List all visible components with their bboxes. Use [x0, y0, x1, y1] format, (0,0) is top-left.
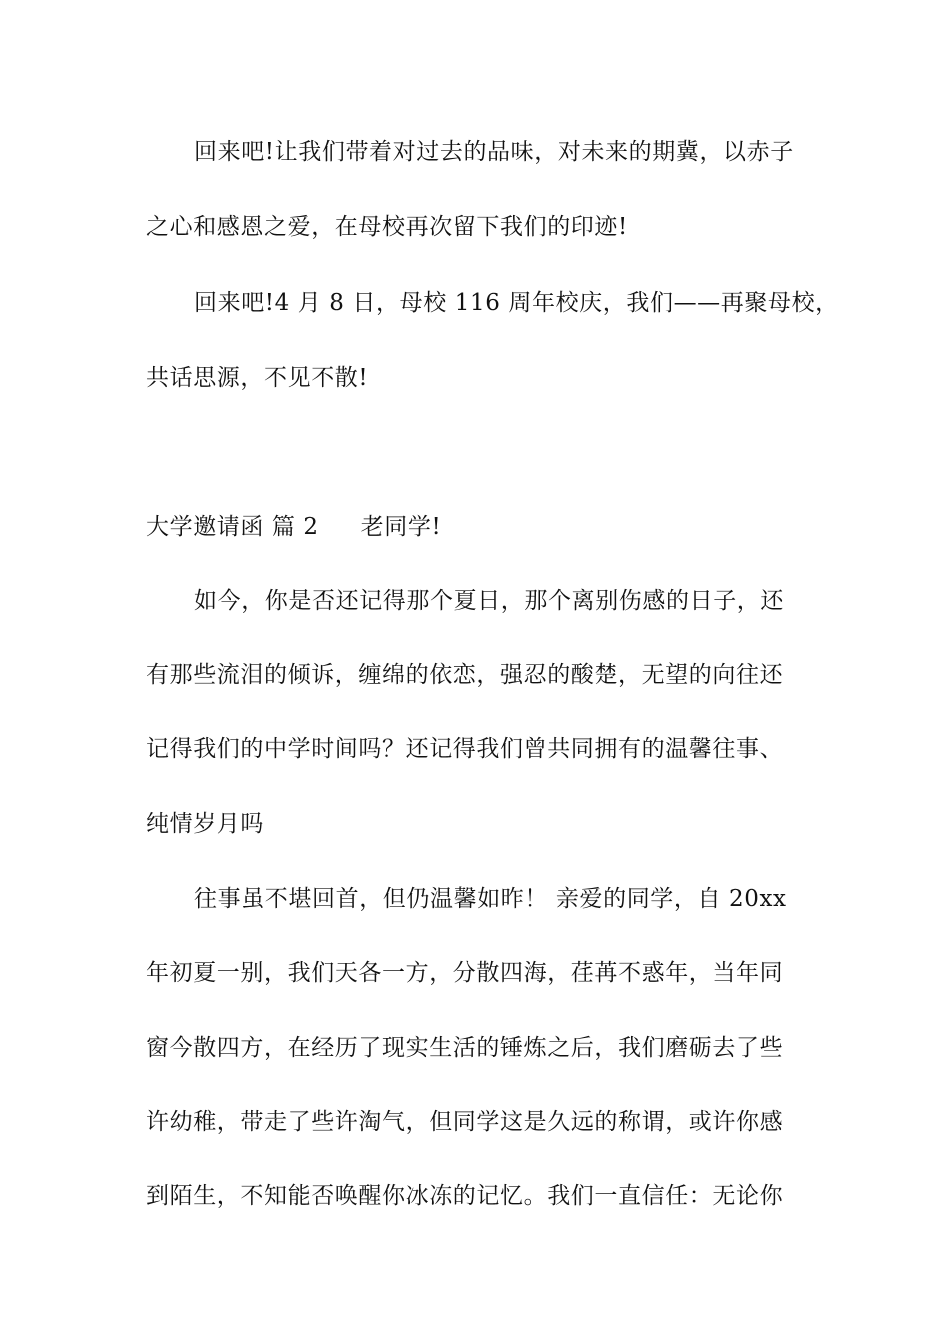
paragraph-3-line-3: 记得我们的中学时间吗？还记得我们曾共同拥有的温馨往事、	[146, 736, 784, 762]
paragraph-4-line-2: 年初夏一别，我们天各一方，分散四海，荏苒不惑年，当年同	[146, 960, 784, 986]
paragraph-1-line-1: 回来吧!让我们带着对过去的品味，对未来的期冀，以赤子	[194, 139, 794, 165]
paragraph-3-line-4: 纯情岁月吗	[146, 811, 264, 837]
paragraph-2-line-1: 回来吧!4 月 8 日，母校 116 周年校庆，我们——再聚母校，	[194, 290, 839, 316]
paragraph-4-line-1: 往事虽不堪回首，但仍温馨如昨！ 亲爱的同学，自 20xx	[194, 886, 787, 912]
paragraph-1-line-2: 之心和感恩之爱，在母校再次留下我们的印迹!	[146, 214, 628, 240]
paragraph-4-line-3: 窗今散四方，在经历了现实生活的锤炼之后，我们磨砺去了些	[146, 1035, 784, 1061]
paragraph-2-line-2: 共话思源，不见不散!	[146, 365, 369, 391]
paragraph-3-line-1: 如今，你是否还记得那个夏日，那个离别伤感的日子，还	[194, 588, 784, 614]
paragraph-3-line-2: 有那些流泪的倾诉，缠绵的依恋，强忍的酸楚，无望的向往还	[146, 662, 784, 688]
paragraph-4-line-4: 许幼稚，带走了些许淘气，但同学这是久远的称谓，或许你感	[146, 1109, 784, 1135]
section-heading	[146, 512, 441, 542]
greeting: 老同学!	[360, 514, 442, 540]
paragraph-4-line-5: 到陌生，不知能否唤醒你冰冻的记忆。我们一直信任：无论你	[146, 1183, 784, 1209]
section-title: 大学邀请函 篇 2	[146, 514, 319, 540]
